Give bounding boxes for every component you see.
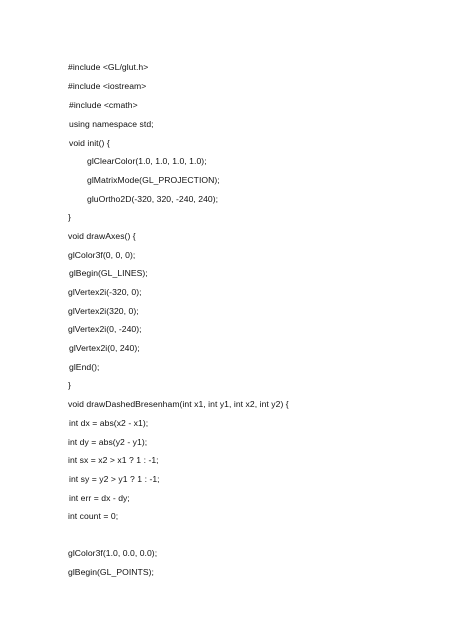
code-line-void-drawaxes: void drawAxes() { xyxy=(68,231,136,241)
code-line-int-sy: int sy = y2 > y1 ? 1 : -1; xyxy=(69,474,160,484)
code-line-include-cmath: #include <cmath> xyxy=(69,100,138,110)
code-line-include-iostream: #include <iostream> xyxy=(68,81,147,91)
code-line-glvertex2i-3: glVertex2i(0, -240); xyxy=(68,324,142,334)
code-line-close-brace-1: } xyxy=(68,212,71,222)
code-line-glmatrixmode: glMatrixMode(GL_PROJECTION); xyxy=(87,175,220,185)
code-line-int-dy: int dy = abs(y2 - y1); xyxy=(68,437,148,447)
code-line-int-dx: int dx = abs(x2 - x1); xyxy=(69,418,149,428)
code-line-glvertex2i-4: glVertex2i(0, 240); xyxy=(69,343,140,353)
code-line-glvertex2i-1: glVertex2i(-320, 0); xyxy=(68,287,142,297)
code-line-glclearcolor: glClearColor(1.0, 1.0, 1.0, 1.0); xyxy=(87,156,207,166)
code-line-glbegin-lines: glBegin(GL_LINES); xyxy=(69,268,148,278)
code-line-gluortho2d: gluOrtho2D(-320, 320, -240, 240); xyxy=(87,194,219,204)
code-line-glcolor3f-red: glColor3f(1.0, 0.0, 0.0); xyxy=(68,548,158,558)
code-line-int-err: int err = dx - dy; xyxy=(69,493,130,503)
code-line-void-drawdashed: void drawDashedBresenham(int x1, int y1, int x2, int y2) { xyxy=(68,399,289,409)
code-line-glend: glEnd(); xyxy=(69,362,100,372)
code-line-close-brace-2: } xyxy=(68,380,71,390)
code-line-glbegin-points: glBegin(GL_POINTS); xyxy=(68,567,154,577)
code-line-void-init: void init() { xyxy=(69,138,110,148)
code-line-int-count: int count = 0; xyxy=(68,511,119,521)
code-line-include-glut: #include <GL/glut.h> xyxy=(68,62,149,72)
code-line-int-sx: int sx = x2 > x1 ? 1 : -1; xyxy=(68,455,159,465)
code-line-using-namespace: using namespace std; xyxy=(69,119,154,129)
code-line-glcolor3f-black: glColor3f(0, 0, 0); xyxy=(68,250,136,260)
code-line-glvertex2i-2: glVertex2i(320, 0); xyxy=(68,306,139,316)
